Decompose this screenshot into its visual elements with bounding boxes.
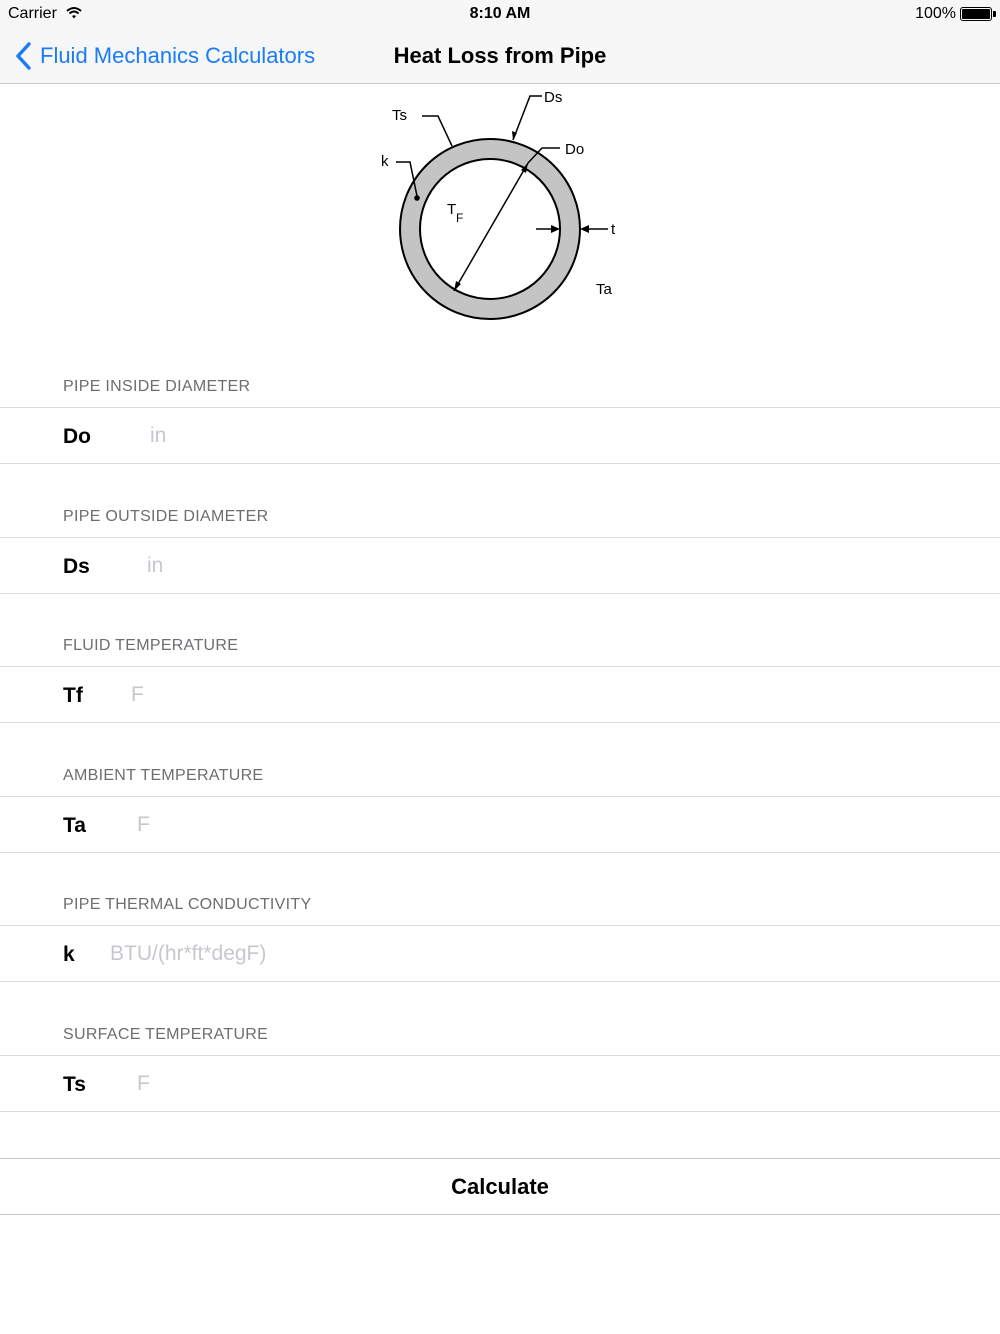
section-header-surface-temperature: SURFACE TEMPERATURE <box>63 1026 269 1043</box>
status-time: 8:10 AM <box>469 5 531 22</box>
ds-label: Ds <box>544 89 563 106</box>
field-label-k: k <box>63 943 75 966</box>
field-row-ta[interactable] <box>0 796 1000 853</box>
ds-leader <box>513 96 542 140</box>
field-row-do[interactable] <box>0 407 1000 464</box>
ts-input[interactable] <box>137 1070 737 1098</box>
tf-label: T <box>447 201 457 218</box>
calculate-button[interactable] <box>0 1158 1000 1215</box>
ts-label: Ts <box>392 107 407 124</box>
back-button[interactable] <box>14 40 315 72</box>
tf-input[interactable] <box>131 681 731 709</box>
calculate-label: Calculate <box>451 1174 549 1199</box>
field-row-tf[interactable] <box>0 666 1000 723</box>
t-label: t <box>611 221 616 238</box>
battery-tip <box>993 11 996 17</box>
section-header-fluid-temperature: FLUID TEMPERATURE <box>63 637 239 654</box>
section-header-pipe-inside-diameter: PIPE INSIDE DIAMETER <box>63 378 251 395</box>
field-label-do: Do <box>63 425 91 448</box>
field-row-k[interactable] <box>0 925 1000 982</box>
navigation-bar <box>0 28 1000 84</box>
battery-percentage: 100% <box>915 5 956 22</box>
section-header-pipe-outside-diameter: PIPE OUTSIDE DIAMETER <box>63 508 269 525</box>
pipe-cross-section-diagram <box>370 86 630 336</box>
page-title: Heat Loss from Pipe <box>393 43 607 68</box>
ds-input[interactable] <box>147 552 747 580</box>
battery-icon <box>960 7 992 21</box>
section-header-pipe-thermal-conductivity: PIPE THERMAL CONDUCTIVITY <box>63 896 312 913</box>
field-row-ds[interactable] <box>0 537 1000 594</box>
back-button-label: Fluid Mechanics Calculators <box>40 43 316 68</box>
ta-input[interactable] <box>137 811 737 839</box>
section-header-ambient-temperature: AMBIENT TEMPERATURE <box>63 767 264 784</box>
ta-label: Ta <box>596 281 612 298</box>
k-input[interactable] <box>110 940 710 968</box>
do-input[interactable] <box>150 422 750 450</box>
do-label: Do <box>565 141 585 158</box>
status-bar <box>0 0 1000 28</box>
carrier-label: Carrier <box>8 5 57 22</box>
field-row-ts[interactable] <box>0 1055 1000 1112</box>
field-label-ds: Ds <box>63 555 90 578</box>
ts-leader <box>422 116 452 146</box>
field-label-ts: Ts <box>63 1073 86 1096</box>
field-label-tf: Tf <box>63 684 83 707</box>
chevron-left-icon <box>14 42 32 70</box>
k-label: k <box>381 153 389 170</box>
field-label-ta: Ta <box>63 814 86 837</box>
tf-subscript: F <box>456 211 464 225</box>
